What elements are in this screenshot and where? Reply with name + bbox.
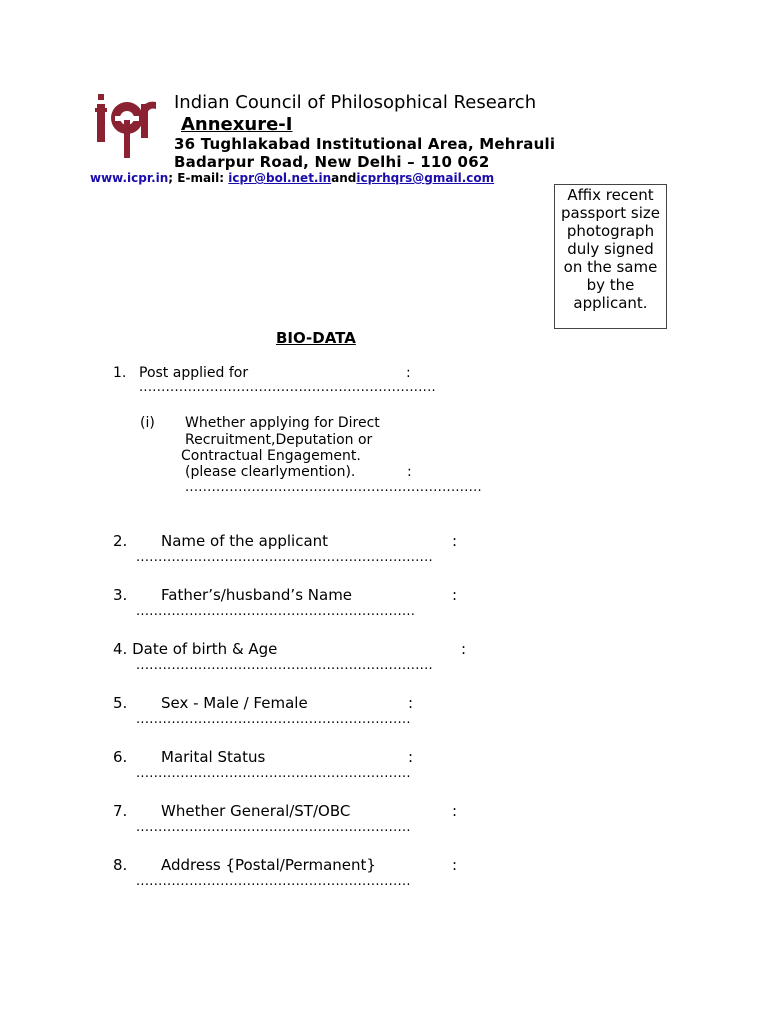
- item6-label: Marital Status: [161, 748, 266, 766]
- item1-sub-line2: Recruitment,Deputation or: [185, 432, 373, 448]
- contact-line: [90, 171, 494, 185]
- photo-box-line: Affix recent: [567, 186, 654, 204]
- email-label: ; E-mail:: [168, 171, 229, 185]
- item5-field[interactable]: ..............................................................: [136, 712, 411, 727]
- email-joiner: and: [331, 171, 357, 185]
- item7-colon: :: [452, 802, 458, 820]
- item7-label: Whether General/ST/OBC: [161, 802, 351, 820]
- item6-field[interactable]: ..............................................................: [136, 766, 411, 781]
- item1-sub-colon: :: [407, 464, 412, 480]
- biodata-title: BIO-DATA: [276, 329, 356, 347]
- item1-field[interactable]: ...................................................................: [139, 380, 436, 395]
- email-link-1[interactable]: icpr@bol.net.in: [228, 171, 332, 185]
- item3-colon: :: [452, 586, 458, 604]
- org-name: Indian Council of Philosophical Research: [174, 92, 537, 113]
- item2-label: Name of the applicant: [161, 532, 329, 550]
- item4-field[interactable]: ...................................................................: [136, 658, 433, 673]
- item7-number: 7.: [113, 802, 128, 820]
- item8-colon: :: [452, 856, 458, 874]
- item4-colon: :: [461, 640, 467, 658]
- icpr-logo: [95, 94, 157, 158]
- item2-colon: :: [452, 532, 458, 550]
- photo-box-line: on the same: [563, 258, 658, 276]
- item5-number: 5.: [113, 694, 128, 712]
- item1-colon: :: [406, 365, 411, 381]
- email-link-2[interactable]: icprhqrs@gmail.com: [356, 171, 495, 185]
- annexure-title: Annexure-I: [181, 114, 293, 135]
- website-link[interactable]: www.icpr.in: [90, 171, 169, 185]
- photo-box-line: by the: [586, 276, 635, 294]
- photo-box-line: passport size: [561, 204, 660, 222]
- item8-number: 8.: [113, 856, 128, 874]
- item8-field[interactable]: ..............................................................: [136, 874, 411, 889]
- item6-colon: :: [408, 748, 414, 766]
- photo-box: [554, 184, 667, 329]
- item7-field[interactable]: ..............................................................: [136, 820, 411, 835]
- item5-label: Sex - Male / Female: [161, 694, 308, 712]
- photo-box-line: applicant.: [573, 294, 648, 312]
- item1-sub-field[interactable]: ...................................................................: [185, 480, 482, 495]
- item1-sub-line3: Contractual Engagement.: [181, 448, 361, 464]
- item4-label: 4. Date of birth & Age: [113, 640, 278, 658]
- item3-number: 3.: [113, 586, 128, 604]
- address-line-2: Badarpur Road, New Delhi – 110 062: [174, 153, 490, 171]
- photo-box-line: photograph: [566, 222, 655, 240]
- item2-number: 2.: [113, 532, 128, 550]
- item6-number: 6.: [113, 748, 128, 766]
- item1-label: Post applied for: [139, 365, 249, 381]
- item1-sub-line4: (please clearlymention).: [185, 464, 356, 480]
- item5-colon: :: [408, 694, 414, 712]
- photo-box-line: duly signed: [567, 240, 654, 258]
- item1-number: 1.: [113, 365, 127, 381]
- item3-label: Father’s/husband’s Name: [161, 586, 353, 604]
- item2-field[interactable]: ...................................................................: [136, 550, 433, 565]
- item8-label: Address {Postal/Permanent}: [161, 856, 376, 874]
- address-line-1: 36 Tughlakabad Institutional Area, Mehrauli: [174, 135, 556, 153]
- item3-field[interactable]: ...............................................................: [136, 604, 416, 619]
- item1-sub-line1: Whether applying for Direct: [185, 415, 380, 431]
- item1-sub-number: (i): [140, 415, 155, 431]
